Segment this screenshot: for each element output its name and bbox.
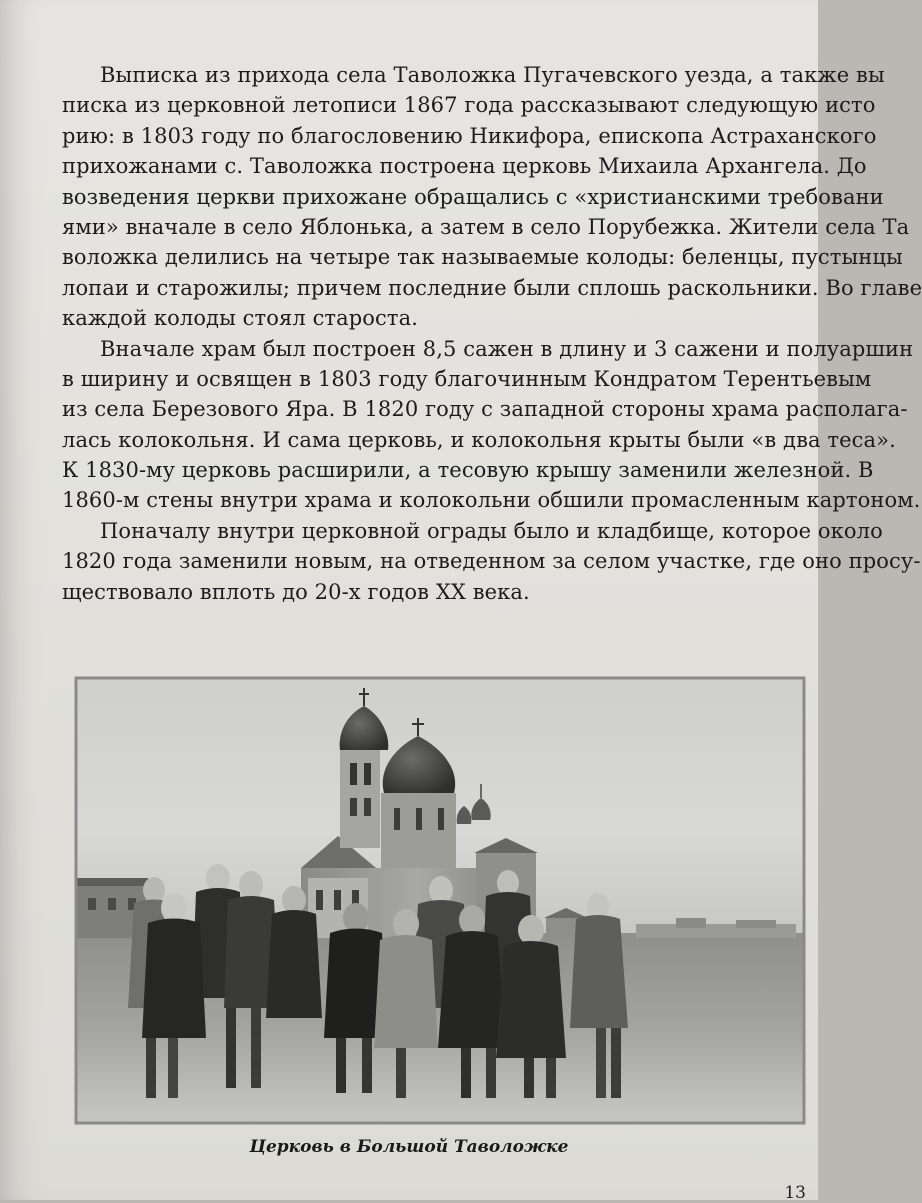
text-line: воложка делились на четыре так называемые колоды: беленцы, пустынцы (62, 245, 903, 270)
text-line: К 1830-му церковь расширили, а тесовую крышу заменили железной. В (62, 458, 874, 483)
text-line: ществовало вплоть до 20-х годов XX века. (62, 579, 530, 604)
church-photograph (76, 678, 804, 1123)
text-line: из села Березового Яра. В 1820 году с западной стороны храма располага- (62, 397, 908, 422)
text-line: прихожанами с. Таволожка построена церковь Михаила Архангела. До (62, 154, 867, 179)
text-line: писка из церковной летописи 1867 года рассказывают следующую исто (62, 93, 876, 118)
text-line: возведения церкви прихожане обращались с «христианскими требовани (62, 184, 884, 209)
text-line: 1820 года заменили новым, на отведенном за селом участке, где оно просу- (62, 549, 921, 574)
text-line: каждой колоды стоял староста. (62, 306, 419, 331)
text-line: Выписка из прихода села Таволожка Пугачевского уезда, а также вы (100, 63, 885, 87)
text-line: Поначалу внутри церковной ограды было и кладбище, которое около (100, 518, 883, 543)
text-line: лась колокольня. И сама церковь, и колокольня крыты были «в два теса». (62, 427, 896, 452)
photo-caption: Церковь в Большой Таволожке (249, 1137, 569, 1157)
text-line: Вначале храм был построен 8,5 сажен в длину и 3 сажени и полуаршин (100, 336, 914, 361)
text-line: рию: в 1803 году по благословению Никифора, епископа Астраханского (62, 123, 877, 148)
text-line: ями» вначале в село Яблонька, а затем в село Порубежка. Жители села Та (62, 214, 910, 239)
text-line: в ширину и освящен в 1803 году благочинным Кондратом Терентьевым (62, 366, 872, 391)
body-text (62, 60, 922, 607)
page-number: 13 (784, 1183, 806, 1203)
text-line: лопаи и старожилы; причем последние были сплошь раскольники. Во главе (62, 275, 922, 300)
text-line: 1860-м стены внутри храма и колокольни обшили промасленным картоном. (62, 488, 921, 513)
